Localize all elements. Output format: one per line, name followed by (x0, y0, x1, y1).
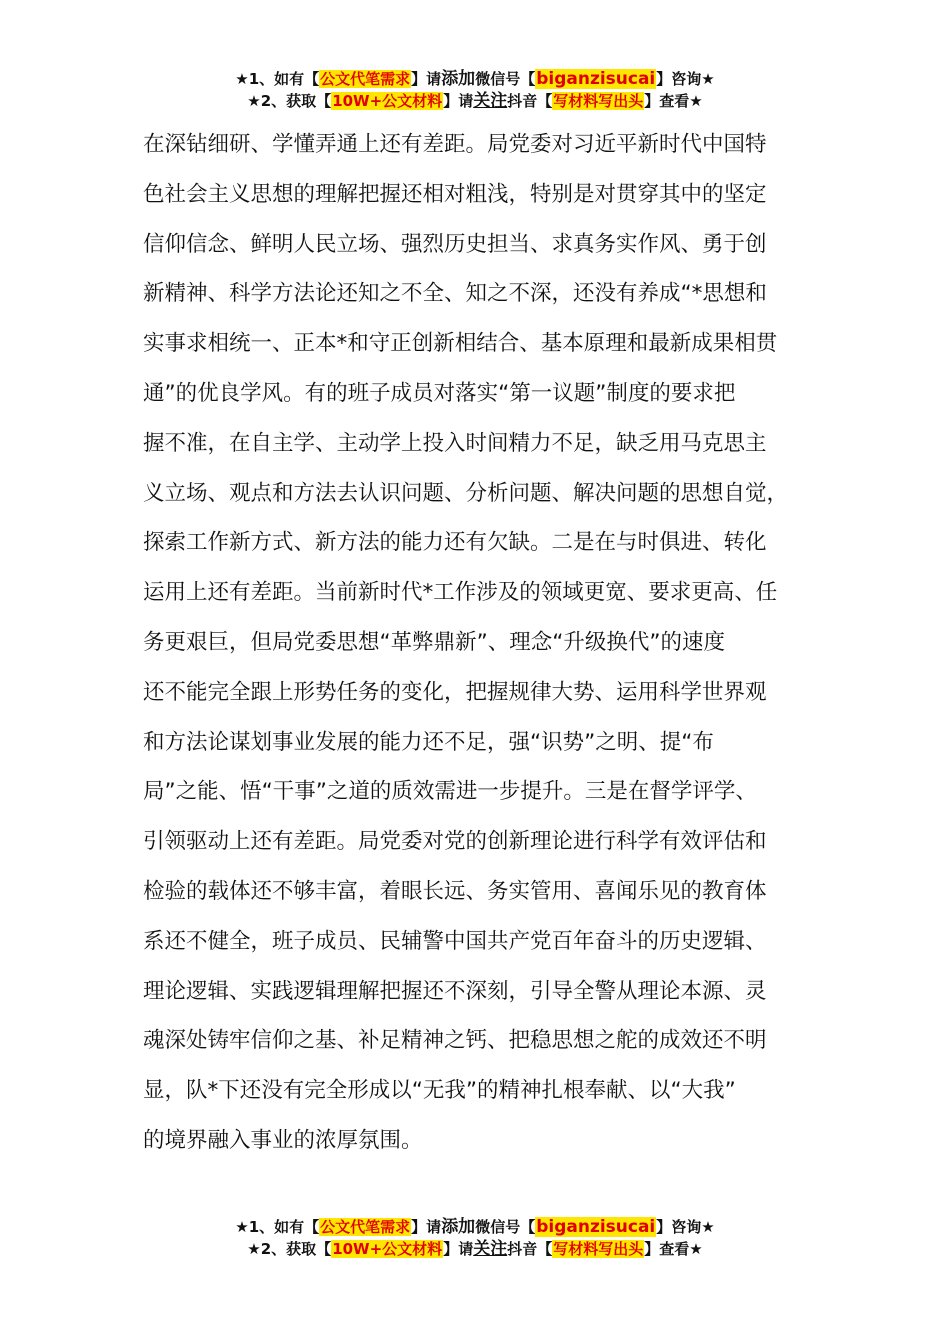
text-line: 魂深处铸牢信仰之基、补足精神之钙、把稳思想之舵的成效还不明 (143, 1028, 767, 1054)
text-line: 信仰信念、鲜明人民立场、强烈历史担当、求真务实作风、勇于创 (143, 231, 767, 257)
highlight-service: 公文代笔需求 (320, 1218, 411, 1236)
text-line: 色社会主义思想的理解把握还相对粗浅，特别是对贯穿其中的坚定 (143, 181, 767, 207)
promo-line-2: ★2、获取【10W+公文材料】请关注抖音【写材料写出头】查看★ (247, 1239, 703, 1259)
highlight-materials: 10W+公文材料 (332, 92, 443, 110)
text-line: 实事求相统一、正本*和守正创新相结合、基本原理和最新成果相贯 (143, 331, 778, 357)
promo-line-1: ★1、如有【公文代笔需求】请添加微信号【biganzisucai】咨询★ (235, 69, 715, 89)
text-line: 义立场、观点和方法去认识问题、分析问题、解决问题的思想自觉， (143, 480, 789, 506)
text-line: 引领驱动上还有差距。局党委对党的创新理论进行科学有效评估和 (143, 829, 767, 855)
text-line: 理论逻辑、实践逻辑理解把握还不深刻，引导全警从理论本源、灵 (143, 978, 767, 1004)
highlight-wechat-id: biganzisucai (536, 1217, 656, 1237)
text-line: 和方法论谋划事业发展的能力还不足，强“识势”之明、提“布 (143, 729, 714, 755)
highlight-service: 公文代笔需求 (320, 70, 411, 88)
highlight-douyin-account: 写材料写出头 (553, 92, 644, 110)
text-line: 的境界融入事业的浓厚氛围。 (143, 1127, 423, 1153)
promo-banner-top (0, 68, 950, 112)
text-line: 系还不健全，班子成员、民辅警中国共产党百年奋斗的历史逻辑、 (143, 928, 767, 954)
text-line: 运用上还有差距。当前新时代*工作涉及的领域更宽、要求更高、任 (143, 580, 778, 606)
text-line: 务更艰巨，但局党委思想“革弊鼎新”、理念“升级换代”的速度 (143, 629, 726, 655)
text-line: 在深钻细研、学懂弄通上还有差距。局党委对习近平新时代中国特 (143, 132, 767, 157)
text-line: 新精神、科学方法论还知之不全、知之不深，还没有养成“*思想和 (143, 281, 767, 307)
text-line: 探索工作新方式、新方法的能力还有欠缺。二是在与时俱进、转化 (143, 530, 767, 556)
promo-banner-bottom (0, 1216, 950, 1260)
text-line: 显，队*下还没有完全形成以“无我”的精神扎根奉献、以“大我” (143, 1078, 736, 1104)
document-body (143, 120, 833, 1166)
highlight-wechat-id: biganzisucai (536, 69, 656, 89)
text-line: 握不准，在自主学、主动学上投入时间精力不足，缺乏用马克思主 (143, 430, 767, 456)
text-line: 通”的优良学风。有的班子成员对落实“第一议题”制度的要求把 (143, 380, 736, 406)
promo-line-2: ★2、获取【10W+公文材料】请关注抖音【写材料写出头】查看★ (247, 91, 703, 111)
promo-line-1: ★1、如有【公文代笔需求】请添加微信号【biganzisucai】咨询★ (235, 1217, 715, 1237)
highlight-douyin-account: 写材料写出头 (553, 1240, 644, 1258)
text-line: 局”之能、悟“干事”之道的质效需进一步提升。三是在督学评学、 (143, 779, 757, 805)
text-line: 检验的载体还不够丰富，着眼长远、务实管用、喜闻乐见的教育体 (143, 878, 767, 904)
text-line: 还不能完全跟上形势任务的变化，把握规律大势、运用科学世界观 (143, 679, 767, 705)
highlight-materials: 10W+公文材料 (332, 1240, 443, 1258)
